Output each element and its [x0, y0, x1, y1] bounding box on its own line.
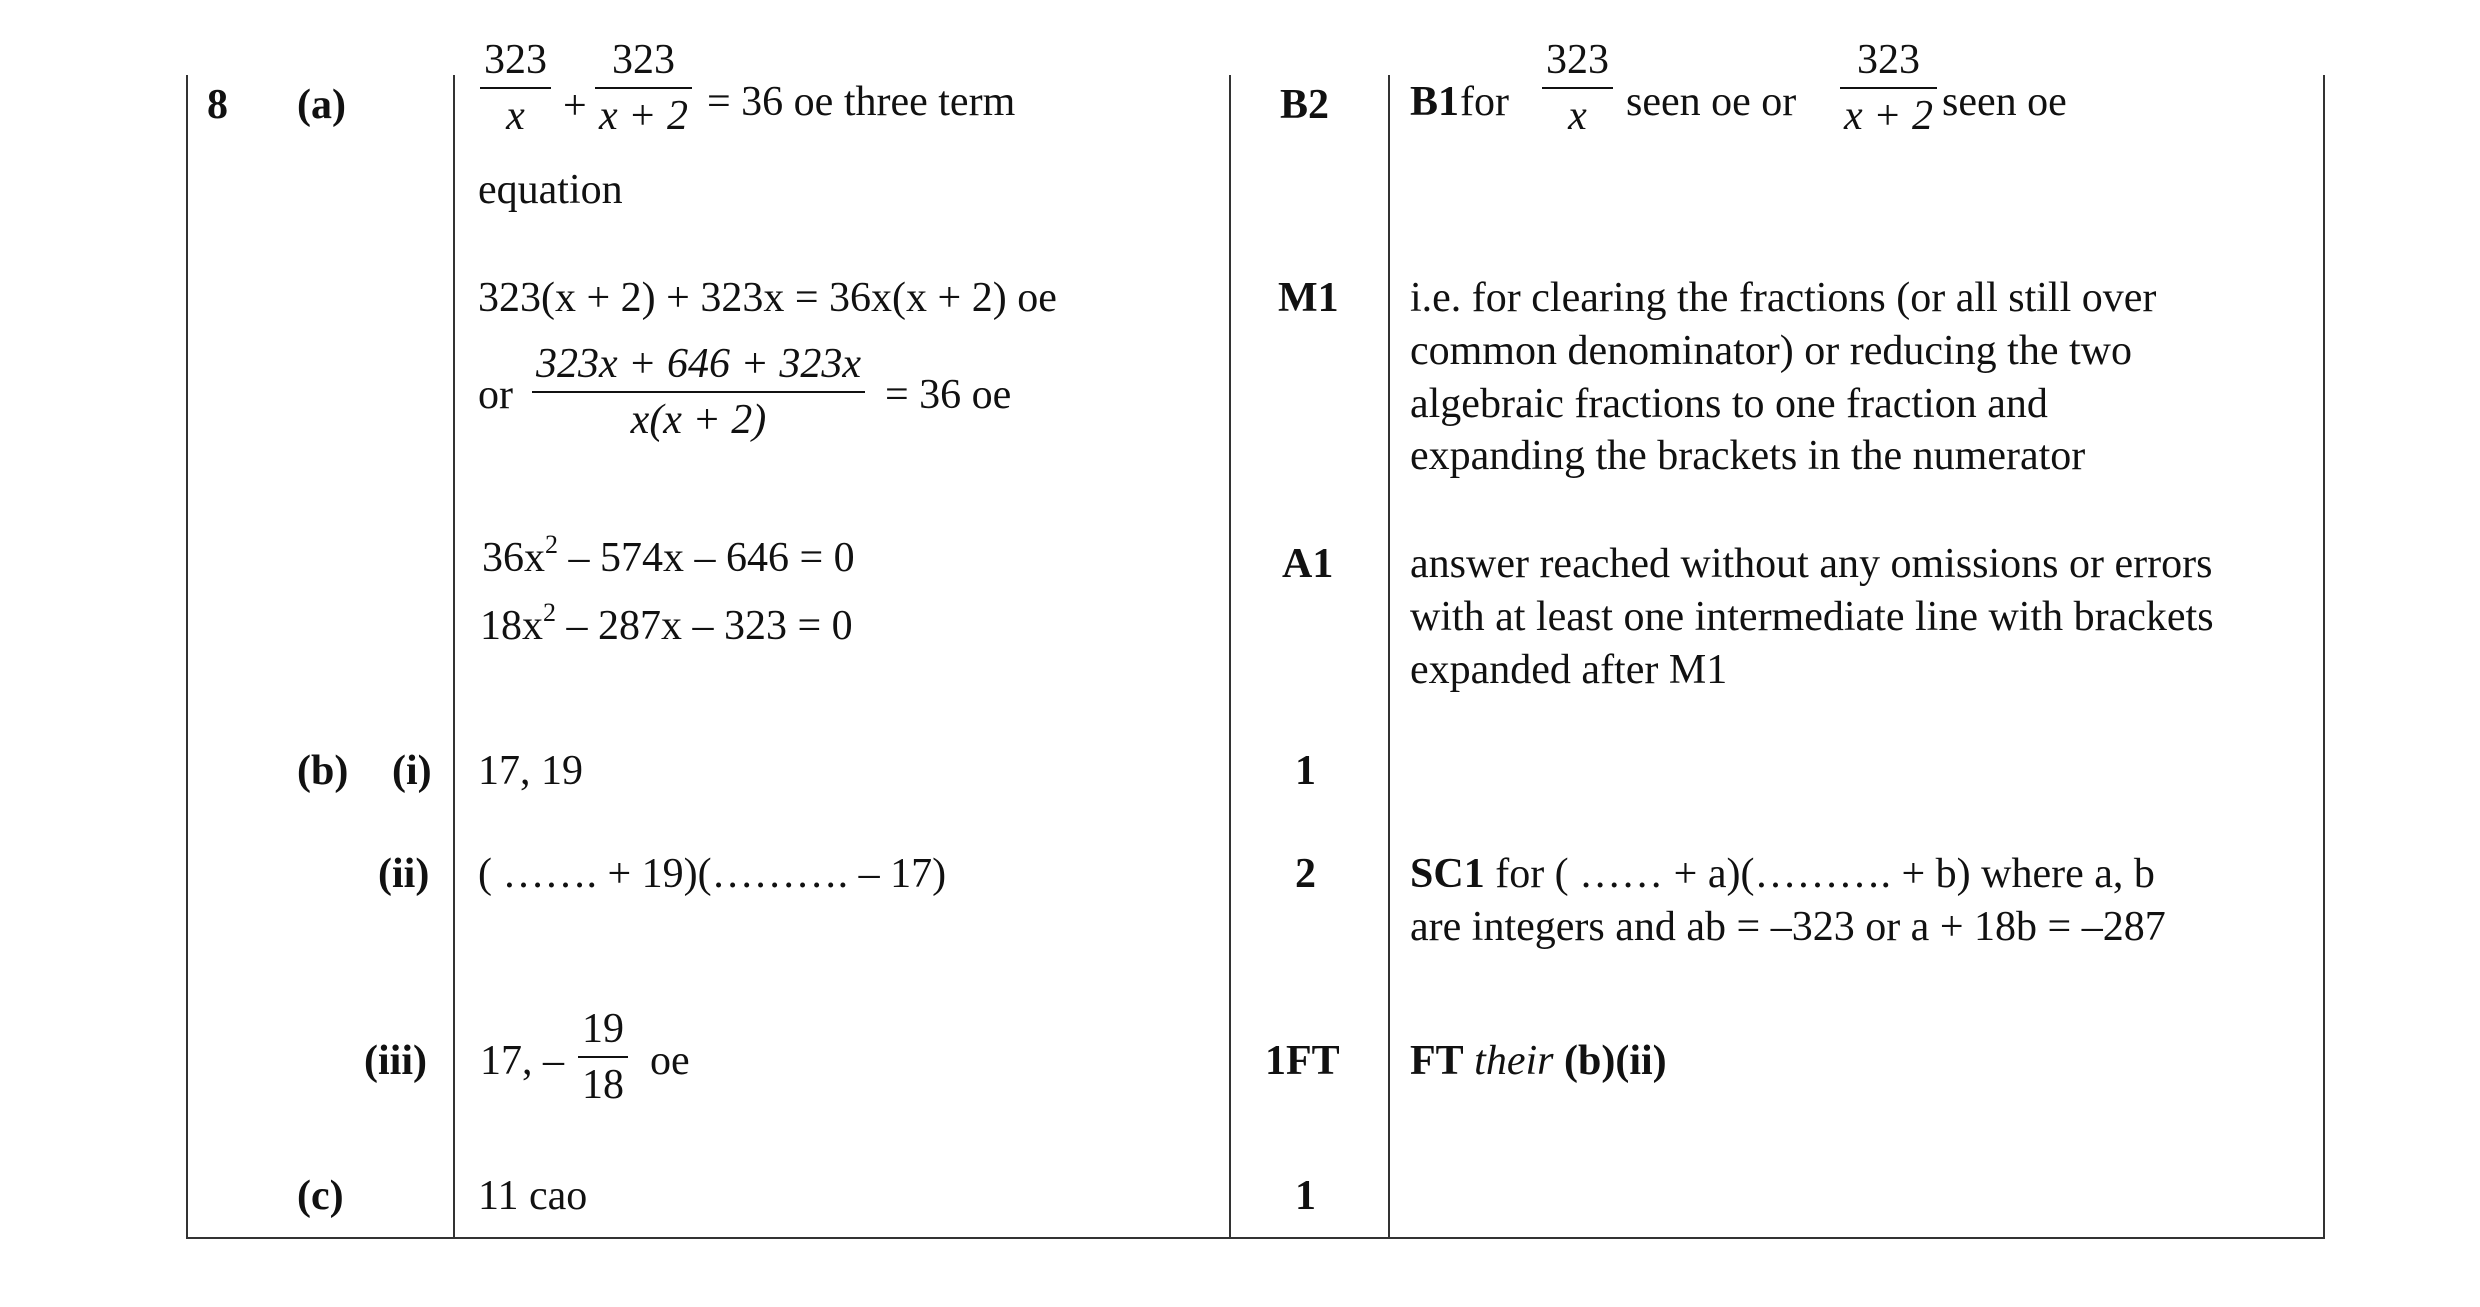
quadratic-36-lead: 36x [482, 535, 545, 581]
b1-fraction-323-over-x-plus-2 [1840, 39, 1937, 137]
or-label: or [478, 372, 513, 418]
marks-column-divider [1229, 75, 1231, 1238]
b1-guidance-clip [1400, 37, 2320, 165]
part-label-a: (a) [297, 82, 346, 128]
equation-continuation: equation [478, 167, 623, 213]
answer-b-iii-suffix: oe [650, 1038, 690, 1084]
fraction-bar [595, 87, 692, 89]
fraction-numerator: 323 [611, 37, 675, 83]
mark-m1: M1 [1278, 275, 1339, 321]
answer-b-ii: ( ……. + 19)(………. – 17) [478, 851, 947, 897]
a1-guidance-line-3: expanded after M1 [1410, 647, 1728, 693]
mark-b-iii: 1FT [1265, 1038, 1340, 1084]
guidance-column-divider [1388, 75, 1390, 1238]
answer-b-iii-prefix: 17, – [480, 1038, 564, 1084]
fraction-numerator: 323 [484, 37, 547, 83]
answer-column-divider [453, 75, 455, 1238]
fraction-323-over-x [480, 39, 551, 137]
answer-b-i: 17, 19 [478, 748, 583, 794]
m1-guidance-line-3: algebraic fractions to one fraction and [1410, 381, 2048, 427]
fraction-323-over-x-plus-2 [595, 39, 692, 137]
quadratic-36-exponent: 2 [545, 530, 558, 559]
sc1-guidance-line-1 [1410, 853, 2155, 895]
fraction-bar [578, 1056, 628, 1058]
fraction-denominator: x + 2 [599, 93, 688, 139]
sub-label-i: (i) [392, 748, 432, 794]
ft-reference: (b)(ii) [1564, 1038, 1667, 1084]
sub-label-iii: (iii) [364, 1038, 427, 1084]
fraction-bar [532, 391, 865, 393]
fraction-bar [1542, 87, 1613, 89]
b1-end-text: seen oe [1942, 79, 2067, 125]
m1-guidance-line-4: expanding the brackets in the numerator [1410, 433, 2086, 479]
mark-b2: B2 [1280, 82, 1330, 128]
fraction-numerator: 323x + 646 + 323x [536, 341, 861, 387]
fraction-bar [1840, 87, 1937, 89]
table-left-border [186, 75, 188, 1238]
fraction-denominator: x [506, 93, 525, 139]
plus-sign: + [563, 83, 587, 129]
part-label-b: (b) [297, 748, 349, 794]
fraction-denominator: 18 [582, 1062, 624, 1108]
table-bottom-border [186, 1237, 2325, 1239]
answer-b-iii-fraction [578, 1008, 628, 1106]
m1-guidance-line-2: common denominator) or reducing the two [1410, 328, 2132, 374]
combined-fraction-tail: = 36 oe [885, 372, 1012, 418]
table-right-border [2323, 75, 2325, 1238]
fraction-numerator: 323 [1546, 37, 1609, 83]
fraction-numerator: 19 [582, 1006, 624, 1052]
quadratic-18-exponent: 2 [543, 598, 556, 627]
part-label-c: (c) [297, 1173, 344, 1219]
b1-fraction-323-over-x [1542, 39, 1613, 137]
b1-middle-text: seen oe or [1626, 79, 1797, 125]
b1-prefix: B1 [1410, 79, 1460, 125]
sc1-guidance-line-2: are integers and ab = –323 or a + 18b = –287 [1410, 904, 2166, 950]
combined-fraction [532, 343, 865, 441]
b1-for: for [1460, 79, 1509, 125]
fraction-bar [480, 87, 551, 89]
part-a-equation-clip [470, 37, 1230, 165]
mark-b-ii: 2 [1295, 851, 1316, 897]
a1-guidance-line-1: answer reached without any omissions or errors [1410, 541, 2213, 587]
a1-guidance-line-2: with at least one intermediate line with brackets [1410, 594, 2214, 640]
sub-label-ii: (ii) [378, 851, 430, 897]
quadratic-36 [482, 530, 855, 581]
m1-guidance-line-1: i.e. for clearing the fractions (or all still over [1410, 275, 2157, 321]
quadratic-36-rest: – 574x – 646 = 0 [558, 535, 855, 581]
fraction-denominator: x(x + 2) [630, 397, 767, 443]
quadratic-18-rest: – 287x – 323 = 0 [556, 603, 853, 649]
ft-guidance [1410, 1040, 1667, 1082]
cleared-fractions-equation: 323(x + 2) + 323x = 36x(x + 2) oe [478, 275, 1057, 321]
ft-their: their [1474, 1038, 1554, 1084]
fraction-denominator: x [1568, 93, 1587, 139]
ft-prefix: FT [1410, 1038, 1464, 1084]
fraction-denominator: x + 2 [1844, 93, 1933, 139]
sc1-prefix: SC1 [1410, 851, 1485, 897]
answer-c: 11 cao [478, 1173, 588, 1219]
fraction-numerator: 323 [1856, 37, 1920, 83]
quadratic-18-lead: 18x [480, 603, 543, 649]
mark-c: 1 [1295, 1173, 1316, 1219]
question-number: 8 [207, 82, 228, 128]
sc1-text: for ( …… + a)(………. + b) where a, b [1484, 851, 2155, 897]
mark-b-i: 1 [1295, 748, 1316, 794]
equation-tail: = 36 oe three term [707, 79, 1016, 125]
mark-a1: A1 [1282, 541, 1334, 587]
quadratic-18 [480, 598, 853, 649]
